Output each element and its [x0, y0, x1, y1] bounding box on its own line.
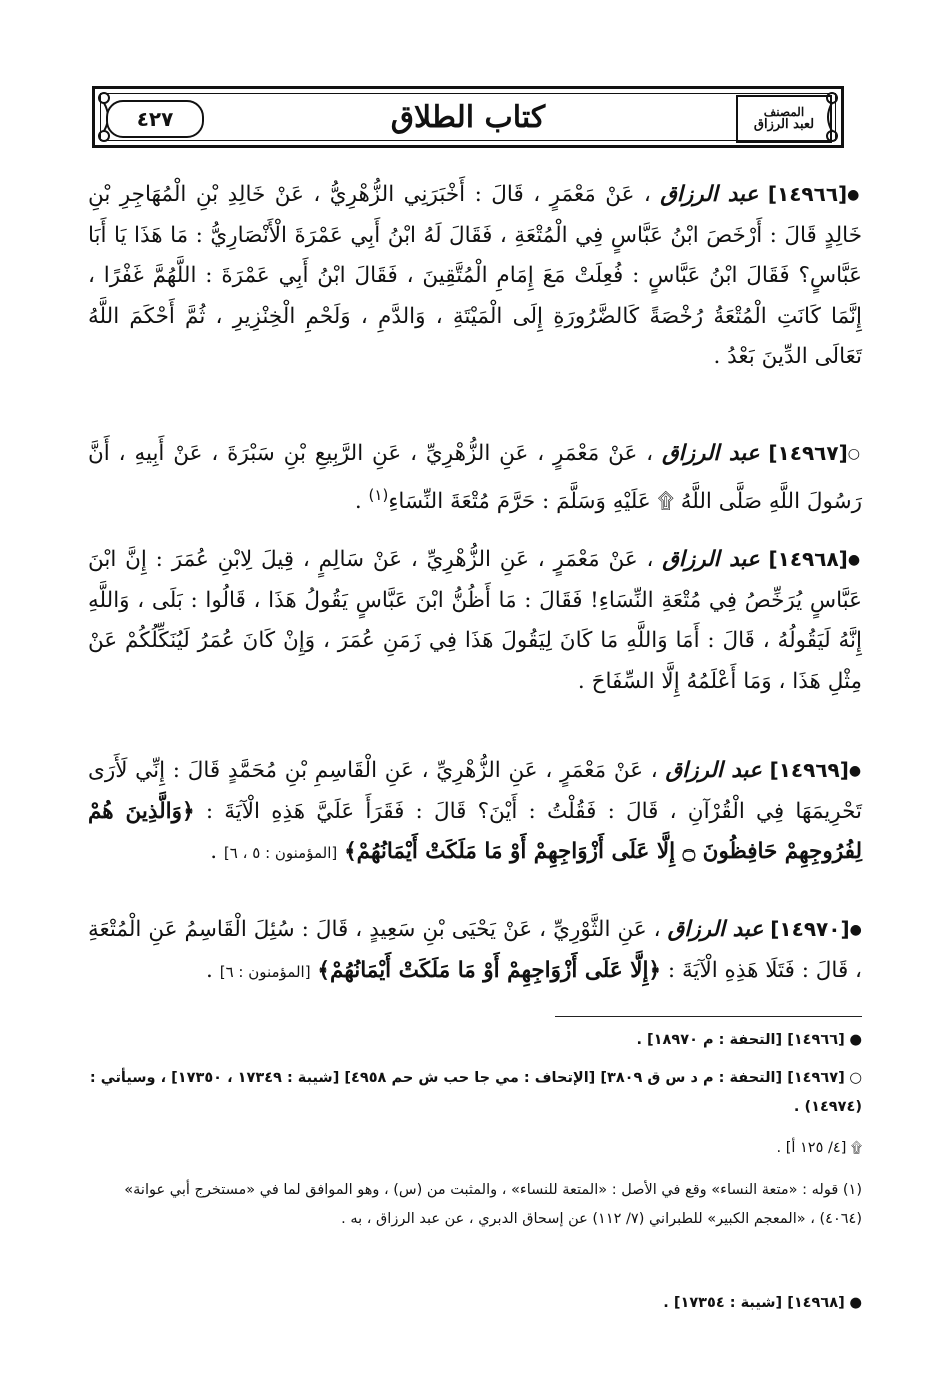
quran-verse: ﴿وَالَّذِينَ هُمْ لِفُرُوجِهِمْ حَافِظُونَ ۝ إِلَّا عَلَى أَزْوَاجِهِمْ أَوْ مَا مَلَكَتْ أَيْمَانُهُمْ﴾: [88, 798, 862, 864]
logo-line-1: المصنف: [763, 104, 805, 119]
note-text: [١٤٩٦٨] [شيبة : ١٧٣٥٤] .: [663, 1295, 845, 1311]
chapter-title-box: [358, 94, 578, 140]
verse-reference: [المؤمنون : ٦]: [219, 962, 311, 981]
book-logo: [736, 95, 832, 143]
note-marker: ●: [849, 1295, 862, 1311]
hadith-text: ، عَنْ مَعْمَرٍ ، عَنِ الزُّهْرِيِّ ، عَنْ سَالِمٍ ، قِيلَ لِابْنِ عُمَرَ : إِنَّ ابْنَ عَبَّاسٍ يُرَخِّصُ فِي مُتْعَةِ النِّسَاءِ! فَقَالَ : مَا أَظُنُّ ابْنَ عَبَّاسٍ يَقُولُ هَذَا ، قَالُوا : بَلَى ، وَاللَّهِ إِنَّهُ لَيَقُولُهُ ، قَالَ : أَمَا وَاللَّهِ مَا كَانَ لِيَقُولَ هَذَا فِي زَمَنِ عُمَرَ ، وَإِنْ كَانَ عُمَرُ لَيُنَكِّلُكُمْ عَنْ مِثْلِ هَذَا ، وَمَا أَعْلَمُهُ إِلَّا السِّفَاحَ .: [88, 547, 862, 694]
takhrij-note: [88, 1026, 862, 1055]
hadith-number: [١٤٩٧٠]: [770, 917, 850, 941]
page-header: [92, 86, 844, 148]
hadith-marker: ●: [847, 551, 862, 568]
note-text: [١٤٩٦٦] [التحفة : م ١٨٩٧٠] .: [636, 1032, 845, 1048]
hadith-number: [١٤٩٦٩]: [769, 758, 849, 782]
quran-verse: ﴿إِلَّا عَلَى أَزْوَاجِهِمْ أَوْ مَا مَلَكَتْ أَيْمَانُهُمْ﴾: [317, 957, 662, 983]
page-number-badge: [106, 100, 204, 138]
hadith-text: ، عَنْ مَعْمَرٍ ، قَالَ : أَخْبَرَنِي الزُّهْرِيُّ ، عَنْ خَالِدِ بْنِ الْمُهَاجِرِ بْنِ خَالِدٍ قَالَ : أَرْخَصَ ابْنُ عَبَّاسٍ فِي الْمُتْعَةِ ، فَقَالَ لَهُ ابْنُ أَبِي عَمْرَةَ الْأَنْصَارِيُّ : مَا هَذَا يَا أَبَا عَبَّاسٍ؟ فَقَالَ ابْنُ عَبَّاسٍ : فُعِلَتْ مَعَ إِمَامِ الْمُتَّقِينَ ، فَقَالَ ابْنُ أَبِي عَمْرَةَ : اللَّهُمَّ غَفْرًا ، إِنَّمَا كَانَتِ الْمُتْعَةُ رُخْصَةً كَالضَّرُورَةِ إِلَى الْمَيْتَةِ ، وَالدَّمِ ، وَلَحْمِ الْخِنْزِيرِ ، ثُمَّ أَحْكَمَ اللَّهُ تَعَالَى الدِّينَ بَعْدُ .: [88, 182, 862, 369]
takhrij-note: [88, 1289, 862, 1318]
hadith-text-end: .: [206, 957, 220, 983]
hadith-text: ، عَنْ مَعْمَرٍ ، عَنِ الزُّهْرِيِّ ، عَنِ الْقَاسِمِ بْنِ مُحَمَّدٍ قَالَ : إِنِّي لَأَرَى تَحْرِيمَهَا فِي الْقُرْآنِ ، قَالَ : فَقُلْتُ : أَيْنَ؟ قَالَ : فَقَرَأَ عَلَيَّ هَذِهِ الْآيَةَ :: [88, 758, 862, 824]
hadith-marker: ●: [847, 186, 863, 203]
hadith-author: عبد الرزاق: [661, 441, 760, 466]
hadith-number: [١٤٩٦٧]: [768, 441, 848, 465]
hadith-author: عبد الرزاق: [660, 182, 759, 207]
footnote: [88, 1176, 862, 1234]
hadith-entry: [88, 174, 862, 378]
takhrij-note: [88, 1064, 862, 1122]
note-marker: ۩: [850, 1140, 862, 1156]
hadith-marker: ●: [849, 921, 862, 938]
verse-reference: [المؤمنون : ٥ ، ٦]: [223, 844, 338, 862]
page-number: ٤٢٧: [136, 107, 174, 131]
footnote-ref: (١): [368, 485, 389, 504]
hadith-text-end: .: [354, 488, 369, 514]
hadith-entry: [88, 909, 862, 992]
hadith-entry: [88, 433, 862, 522]
hadith-author: عبد الرزاق: [665, 758, 762, 783]
logo-line-2: لعبد الرزاق: [753, 117, 815, 133]
note-text: (١) قوله : «متعة النساء» وقع في الأصل : «المتعة للنساء» ، والمثبت من (س) ، وهو الموافق لما في «مستخرج أبي عوانة» (٤٠٦٤) ، «المعجم الكبير» للطبراني (٧/ ١١٢) عن إسحاق الدبري ، عن عبد الرزاق ، به .: [124, 1182, 862, 1227]
note-marker: ○: [849, 1070, 862, 1086]
hadith-marker: ○: [847, 445, 862, 462]
hadith-number: [١٤٩٦٨]: [768, 547, 848, 571]
hadith-text-end: .: [210, 839, 224, 864]
hadith-marker: ●: [848, 762, 862, 779]
hadith-entry: [88, 539, 862, 702]
note-text: [٤/ ١٢٥ أ] .: [776, 1140, 847, 1156]
hadith-number: [١٤٩٦٦]: [767, 182, 848, 206]
hadith-author: عبد الرزاق: [662, 547, 760, 572]
hadith-text: ، عَنْ مَعْمَرٍ ، عَنِ الزُّهْرِيِّ ، عَنِ الرَّبِيعِ بْنِ سَبْرَةَ ، عَنْ أَبِيهِ ، أَنَّ رَسُولَ اللَّهِ صَلَّى اللَّهُ ۩ عَلَيْهِ وَسَلَّمَ : حَرَّمَ مُتْعَةَ النِّسَاءِ: [88, 441, 862, 514]
note-marker: ●: [849, 1032, 862, 1048]
hadith-entry: [88, 750, 862, 874]
hadith-author: عبد الرزاق: [667, 917, 764, 942]
note-text: [١٤٩٦٧] [التحفة : م د س ق ٣٨٠٩] [الإتحاف : مي جا حب ش حم ٤٩٥٨] [شيبة : ١٧٣٤٩ ، ١٧٣٥٠] ، وسيأتي : (١٤٩٧٤) .: [89, 1070, 862, 1115]
takhrij-note: [88, 1134, 862, 1163]
footnote-separator: [555, 1016, 862, 1017]
hadith-text: ، عَنِ الثَّوْرِيِّ ، عَنْ يَحْيَى بْنِ سَعِيدٍ ، قَالَ : سُئِلَ الْقَاسِمُ عَنِ الْمُتْعَةِ ، قَالَ : فَتَلَا هَذِهِ الْآيَةَ :: [88, 917, 862, 983]
chapter-title: كتاب الطلاق: [390, 99, 546, 135]
